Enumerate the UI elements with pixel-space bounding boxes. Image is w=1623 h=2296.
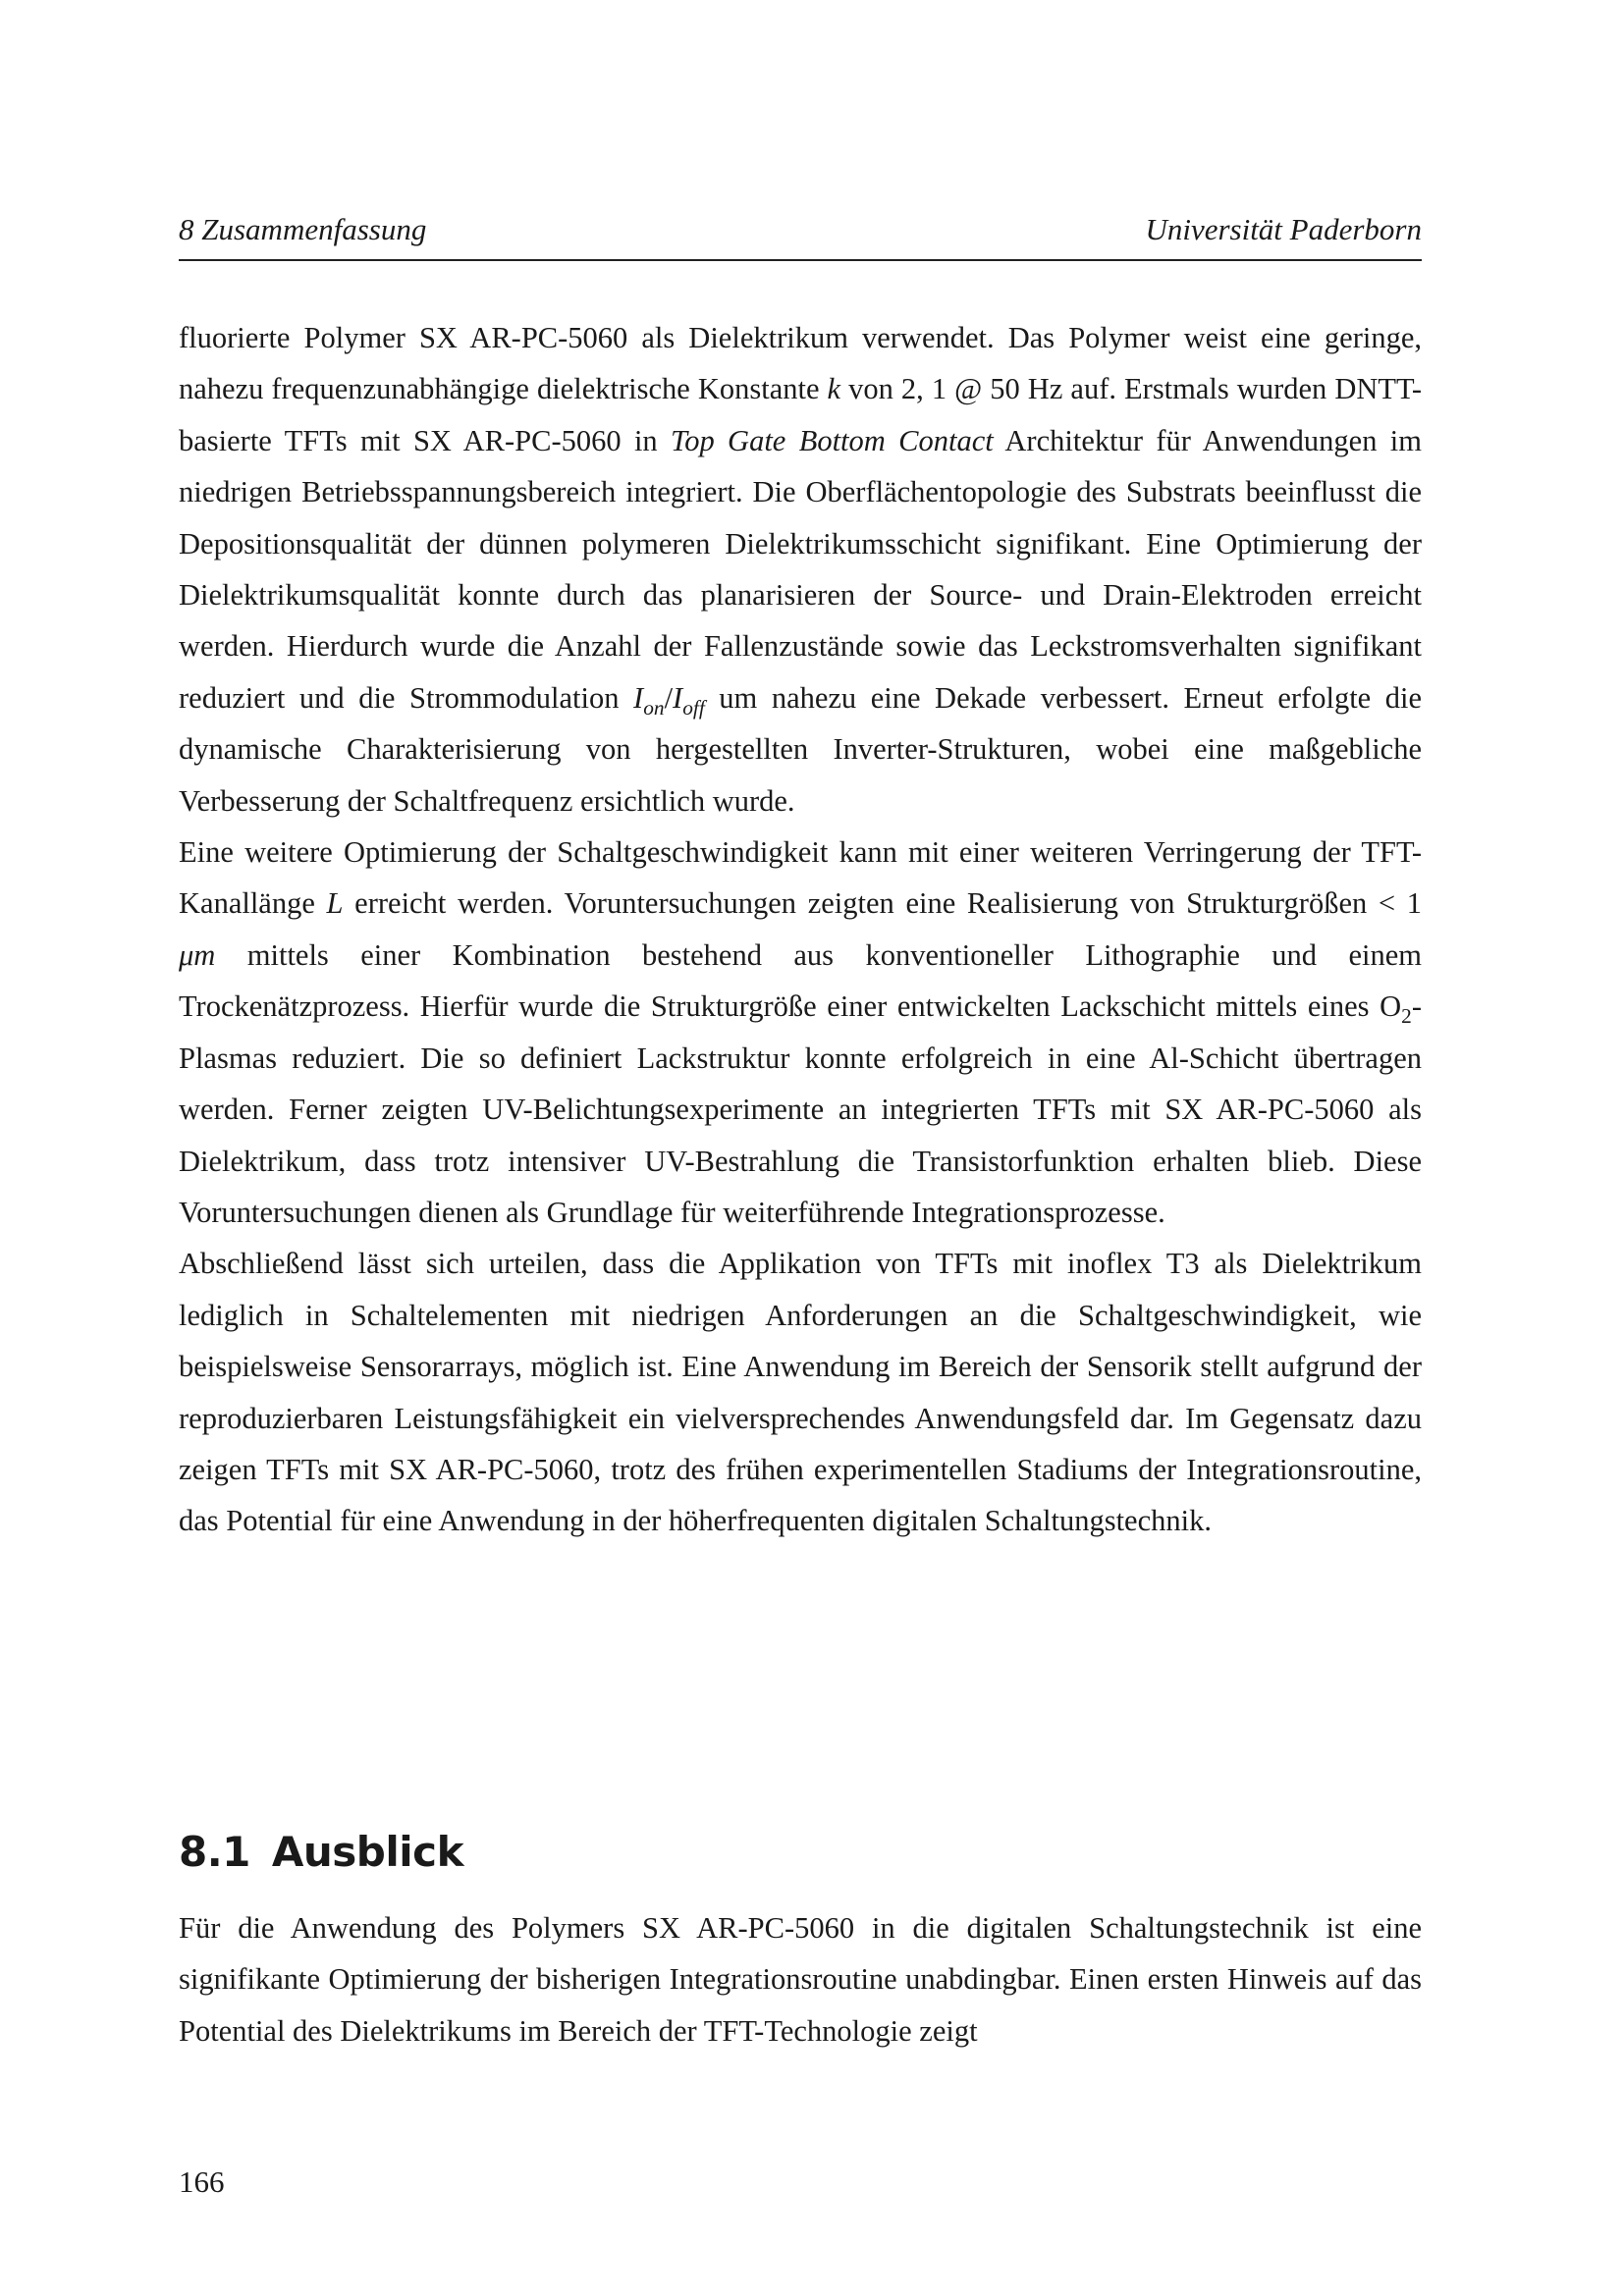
section-number: 8.1 [179,1828,250,1876]
paragraph-3: Abschließend lässt sich urteilen, dass die Applikation von TFTs mit inoflex T3 als Dielektrikum lediglich in Schaltelementen mit niedrigen Anforderungen an die Schaltgeschwindigkeit, wie beispielsweise Sensorarrays, möglich ist. Eine Anwendung im Bereich der Sensorik stellt aufgrund der reproduzierbaren Leistungsfähigkeit ein vielversprechendes Anwendungsfeld dar. Im Gegensatz dazu zeigen TFTs mit SX AR-PC-5060, trotz des frühen experimentellen Stadiums der Integrationsroutine, das Potential für eine Anwendung in der höherfrequenten digitalen Schaltungstechnik. [179,1247,1422,1538]
section-body [179,1902,1422,2056]
subscript-2: 2 [1401,1004,1412,1029]
header-institution: Universität Paderborn [1145,212,1422,246]
symbol-ion: $I_{on}$ [633,680,665,720]
architecture-term: Top Gate Bottom Contact [671,423,994,457]
paragraph-1: fluorierte Polymer SX AR-PC-5060 als Dielektrikum verwendet. Das Polymer weist eine geringe, nahezu frequenzunabhängige dielektrische Konstante k von 2, 1 @ 50 Hz auf. Erstmals wurden DNTT-basierte TFTs mit SX AR-PC-5060 in Top Gate Bottom Contact Architektur für Anwendungen im niedrigen Betriebsspannungsbereich integriert. Die Oberflächentopologie des Substrats beeinflusst die Depositionsqualität der dünnen polymeren Dielektrikumsschicht signifikant. Eine Optimierung der Dielektrikumsqualität konnte durch das planarisieren der Source- und Drain-Elektroden erreicht werden. Hierdurch wurde die Anzahl der Fallenzustände sowie das Leckstromsverhalten signifikant reduziert und die Strommodulation $I_{on}/I_{off}$ um nahezu eine Dekade verbessert. Erneut erfolgte die dynamische Charakterisierung von hergestellten Inverter-Strukturen, wobei eine maßgebliche Verbesserung der Schaltfrequenz ersichtlich wurde. [179,321,1422,818]
symbol-k: k [827,372,841,406]
section-title: Ausblick [271,1828,463,1876]
body-text [179,312,1422,1547]
header-chapter: 8 Zusammenfassung [179,212,427,246]
symbol-ioff: $I_{off}$ [673,680,705,720]
unit-micrometer: μm [179,937,216,972]
paragraph-2: Eine weitere Optimierung der Schaltgeschwindigkeit kann mit einer weiteren Verringerung der TFT-Kanallänge L erreicht werden. Voruntersuchungen zeigten eine Realisierung von Strukturgrößen < 1 μm mittels einer Kombination bestehend aus konventioneller Lithographie und einem Trockenätzprozess. Hierfür wurde die Strukturgröße einer entwickelten Lackschicht mittels eines $O_2$-Plasmas reduziert. Die so definiert Lackstruktur konnte erfolgreich in eine Al-Schicht übertragen werden. Ferner zeigten UV-Belichtungsexperimente an integrierten TFTs mit SX AR-PC-5060 als Dielektrikum, dass trotz intensiver UV-Bestrahlung die Transistorfunktion erhalten blieb. Diese Voruntersuchungen dienen als Grundlage für weiterführende Integrationsprozesse. [179,835,1423,1229]
header-rule [179,259,1422,261]
running-header [179,212,1422,261]
page-number: 166 [179,2164,225,2199]
section-heading [179,1828,463,1876]
symbol-L: L [326,886,344,921]
paragraph-4: Für die Anwendung des Polymers SX AR-PC-5060 in die digitalen Schaltungstechnik ist eine signifikante Optimierung der bisherigen Integrationsroutine unabdingbar. Einen ersten Hinweis auf das Potential des Dielektrikums im Bereich der TFT-Technologie zeigt [179,1911,1422,2048]
